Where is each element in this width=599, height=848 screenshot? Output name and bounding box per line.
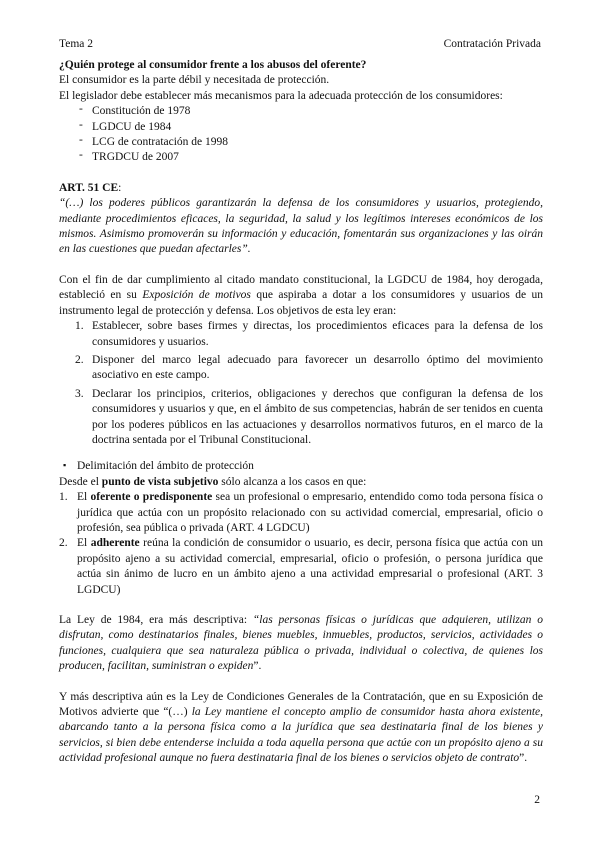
art51-quote: “(…) los poderes públicos garantizarán la defensa de los consumidores y usuarios, protegiendo, mediante procedimientos eficaces, la seguridad, la salud y los legítimos intereses económicos de los mismos. Asimismo promoverán su información y educación, fomentarán sus organizaciones y las oirán en las cuestiones que puedan afectarles”. xyxy=(59,197,543,256)
laws-list xyxy=(59,104,543,166)
objectives-list xyxy=(59,319,543,448)
lcg-paragraph: Y más descriptiva aún es la Ley de Condiciones Generales de la Contratación, que en su Exposición de Motivos advierte que “(…) la Ley mantiene el concepto amplio de consumidor hasta ahora existente, abarcando tanto a la persona física como a la jurídica que sea destinataria final de los bienes y servicios, si bien debe entenderse incluida a toda aquella persona que actúe con un propósito ajeno a su actividad profesional aunque no fuera destinataria final de los bienes o servicios objeto de contrato”. xyxy=(59,690,543,765)
list-item: 2. El adherente reúna la condición de consumidor o usuario, es decir, persona física que actúa con un propósito ajeno a su actividad comercial, empresarial, oficio o profesión, o persona jurídica que actúa sin ánimo de lucro en un ámbito ajeno a una actividad empresarial o profesional (ART. 3 LGDCU) xyxy=(59,537,543,596)
header-right: Contratación Privada xyxy=(443,38,541,50)
header-left: Tema 2 xyxy=(59,38,94,50)
page-number: 2 xyxy=(534,794,540,806)
subjective-intro: Desde el punto de vista subjetivo sólo alcanza a los casos en que: xyxy=(59,475,367,488)
list-item: - LCG de contratación de 1998 xyxy=(79,134,229,149)
list-item: 1. El oferente o predisponente sea un profesional o empresario, entendido como toda persona física o jurídica que actúa con un propósito relacionado con su actividad comercial, empresarial, oficio o profesión, sea pública o privada (ART. 4 LGDCU) xyxy=(59,491,543,534)
cases-list xyxy=(59,490,543,598)
document-body xyxy=(59,58,543,767)
list-item: 3. Declarar los principios, criterios, obligaciones y derechos que configuran la defensa de los consumidores y usuarios y que, en el ámbito de sus competencias, habrán de ser tenidos en cuenta por los poderes públicos en las actuaciones y desarrollos normativos futuros, en el marco de la doctrina sentada por el Tribunal Constitucional. xyxy=(75,387,543,446)
section-question: ¿Quién protege al consumidor frente a los abusos del oferente? xyxy=(59,59,367,71)
list-item: - TRGDCU de 2007 xyxy=(79,149,179,164)
list-item: 2. Disponer del marco legal adecuado para favorecer un desarrollo óptimo del movimiento asociativo en este campo. xyxy=(75,353,543,382)
paragraph-consumer: El consumidor es la parte débil y necesitada de protección. xyxy=(59,74,330,87)
list-item: - Constitución de 1978 xyxy=(79,103,191,118)
list-item: 1. Establecer, sobre bases firmes y directas, los procedimientos eficaces para la defensa de los consumidores y usuarios. xyxy=(75,320,543,348)
paragraph-legislator: El legislador debe establecer más mecanismos para la adecuada protección de los consumidores: xyxy=(59,89,503,102)
lgdcu-intro: Con el fin de dar cumplimiento al citado mandato constitucional, la LGDCU de 1984, hoy derogada, estableció en su Exposición de motivos que aspiraba a dotar a los consumidores y usuarios de un instrumento legal de protección y defensa. Los objetivos de esta ley eran: xyxy=(59,273,544,317)
ambito-bullet: ▪ Delimitación del ámbito de protección xyxy=(63,460,254,473)
art51-heading: ART. 51 CE: xyxy=(59,181,122,194)
ley1984-paragraph: La Ley de 1984, era más descriptiva: “las personas físicas o jurídicas que adquieren, utilizan o disfrutan, como destinatarios finales, bienes muebles, inmuebles, productos, servicios, actividades o funciones, cualquiera que sea naturaleza pública o privada, individual o colectiva, de quienes los producen, facilitan, suministran o expiden”. xyxy=(59,614,543,673)
list-item: - LGDCU de 1984 xyxy=(79,118,172,133)
